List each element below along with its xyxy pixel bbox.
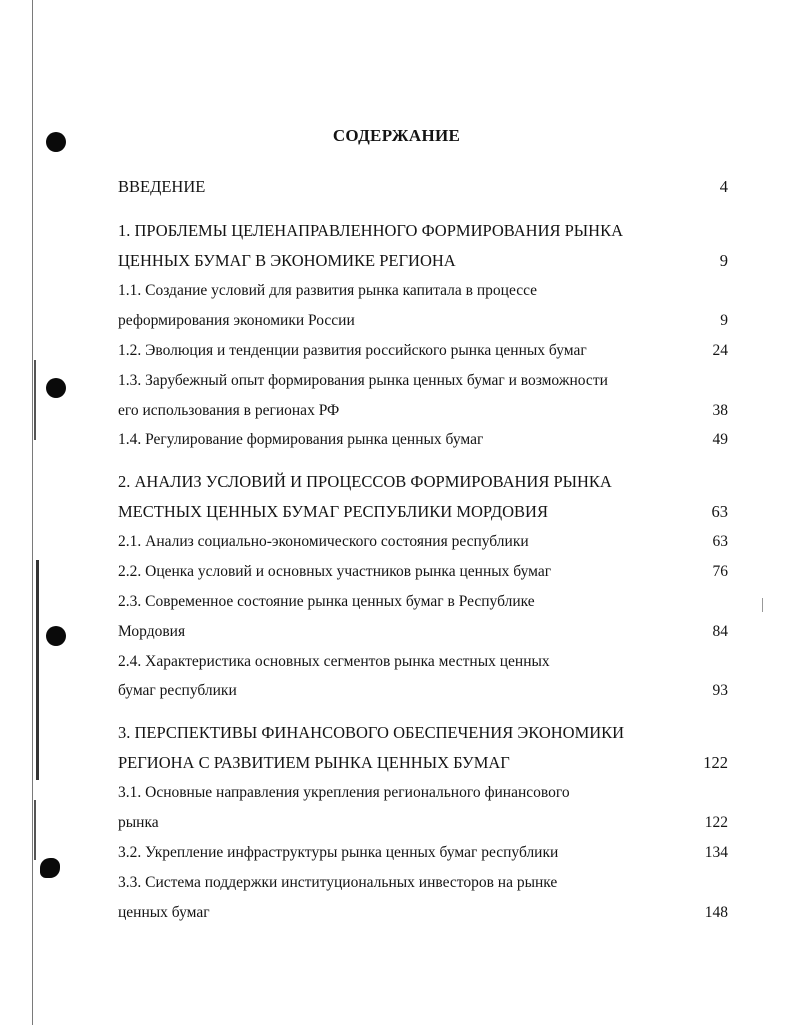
toc-entry bbox=[118, 467, 728, 497]
toc-entry-text: 1.4. Регулирование формирования рынка ценных бумаг bbox=[118, 431, 484, 448]
toc-entry bbox=[118, 366, 728, 396]
toc-entry bbox=[118, 898, 728, 928]
toc-entry-text: бумаг республики bbox=[118, 682, 237, 699]
toc-entry bbox=[118, 808, 728, 838]
toc-page-number: 134 bbox=[704, 844, 728, 861]
toc-entry bbox=[118, 527, 728, 557]
toc-page-number: 148 bbox=[704, 904, 728, 921]
toc-entry-text: 2. АНАЛИЗ УСЛОВИЙ И ПРОЦЕССОВ ФОРМИРОВАНИЯ РЫНКА bbox=[118, 472, 612, 491]
toc-entry bbox=[118, 718, 728, 748]
toc-page-number: 38 bbox=[712, 402, 728, 419]
toc-entry-text: Мордовия bbox=[118, 623, 186, 640]
toc-page-number: 76 bbox=[712, 563, 728, 580]
toc-entry-text: 2.2. Оценка условий и основных участников рынка ценных бумаг bbox=[118, 563, 552, 580]
toc-entry-text: ценных бумаг bbox=[118, 904, 210, 921]
toc-page-number: 63 bbox=[711, 502, 728, 521]
scan-margin-line bbox=[32, 0, 33, 1025]
toc-entry-text: 2.3. Современное состояние рынка ценных бумаг в Республике bbox=[118, 593, 535, 610]
toc-entry-text: ЦЕННЫХ БУМАГ В ЭКОНОМИКЕ РЕГИОНА bbox=[118, 251, 456, 270]
scan-noise bbox=[34, 360, 36, 440]
page-title: СОДЕРЖАНИЕ bbox=[332, 126, 461, 145]
toc-entry bbox=[118, 557, 728, 587]
toc-entry bbox=[118, 425, 728, 455]
toc-entry-text: 1. ПРОБЛЕМЫ ЦЕЛЕНАПРАВЛЕННОГО ФОРМИРОВАНИЯ РЫНКА bbox=[118, 221, 624, 240]
toc-entry-text: 1.3. Зарубежный опыт формирования рынка ценных бумаг и возможности bbox=[118, 372, 608, 389]
toc-entry bbox=[118, 336, 728, 366]
toc-page-number: 93 bbox=[712, 682, 728, 699]
toc-page-number: 9 bbox=[719, 251, 728, 270]
toc-entry-text: 2.4. Характеристика основных сегментов рынка местных ценных bbox=[118, 653, 550, 670]
toc-entry bbox=[118, 617, 728, 647]
toc-page-number: 122 bbox=[703, 753, 728, 772]
punch-hole-icon bbox=[40, 858, 60, 878]
toc-entry-text: РЕГИОНА С РАЗВИТИЕМ РЫНКА ЦЕННЫХ БУМАГ bbox=[118, 753, 510, 772]
toc-entry bbox=[118, 216, 728, 246]
toc-page-number: 84 bbox=[712, 623, 728, 640]
toc-entry bbox=[118, 838, 728, 868]
toc-entry bbox=[118, 676, 728, 706]
toc-entry-text: 1.2. Эволюция и тенденции развития российского рынка ценных бумаг bbox=[118, 342, 587, 359]
toc-page-number: 63 bbox=[712, 533, 728, 550]
toc-entry-text: 3. ПЕРСПЕКТИВЫ ФИНАНСОВОГО ОБЕСПЕЧЕНИЯ ЭКОНОМИКИ bbox=[118, 723, 625, 742]
toc-page-number: 9 bbox=[720, 312, 728, 329]
toc-entry-text: 3.1. Основные направления укрепления регионального финансового bbox=[118, 784, 570, 801]
toc-entry-text: 1.1. Создание условий для развития рынка капитала в процессе bbox=[118, 282, 538, 299]
punch-hole-icon bbox=[46, 378, 66, 398]
punch-hole-icon bbox=[46, 626, 66, 646]
toc-page-number: 122 bbox=[704, 814, 728, 831]
toc-entry bbox=[118, 172, 728, 202]
toc-entry bbox=[118, 276, 728, 306]
toc-entry bbox=[118, 396, 728, 426]
toc-page-number: 24 bbox=[712, 342, 728, 359]
scan-speck bbox=[762, 598, 763, 612]
toc-entry bbox=[118, 497, 728, 527]
toc-entry-text: 3.2. Укрепление инфраструктуры рынка ценных бумаг республики bbox=[118, 844, 559, 861]
toc-page-number: 4 bbox=[719, 177, 728, 196]
scan-noise bbox=[34, 800, 36, 860]
toc-entry-text: 3.3. Система поддержки институциональных инвесторов на рынке bbox=[118, 874, 558, 891]
toc-entry-text: реформирования экономики России bbox=[118, 312, 355, 329]
toc-entry bbox=[118, 647, 728, 677]
toc-entry bbox=[118, 587, 728, 617]
toc-entry-text: МЕСТНЫХ ЦЕННЫХ БУМАГ РЕСПУБЛИКИ МОРДОВИЯ bbox=[118, 502, 548, 521]
toc-entry bbox=[118, 748, 728, 778]
toc-entry-text: 2.1. Анализ социально-экономического состояния республики bbox=[118, 533, 529, 550]
toc-entry bbox=[118, 868, 728, 898]
toc-entry bbox=[118, 306, 728, 336]
toc-entry-text: ВВЕДЕНИЕ bbox=[118, 177, 206, 196]
toc-entry-text: рынка bbox=[118, 814, 159, 831]
toc-entry bbox=[118, 778, 728, 808]
toc-page-number: 49 bbox=[712, 431, 728, 448]
toc-entry bbox=[118, 246, 728, 276]
table-of-contents bbox=[118, 0, 728, 1025]
scan-noise bbox=[36, 560, 39, 780]
toc-entry-text: его использования в регионах РФ bbox=[118, 402, 340, 419]
